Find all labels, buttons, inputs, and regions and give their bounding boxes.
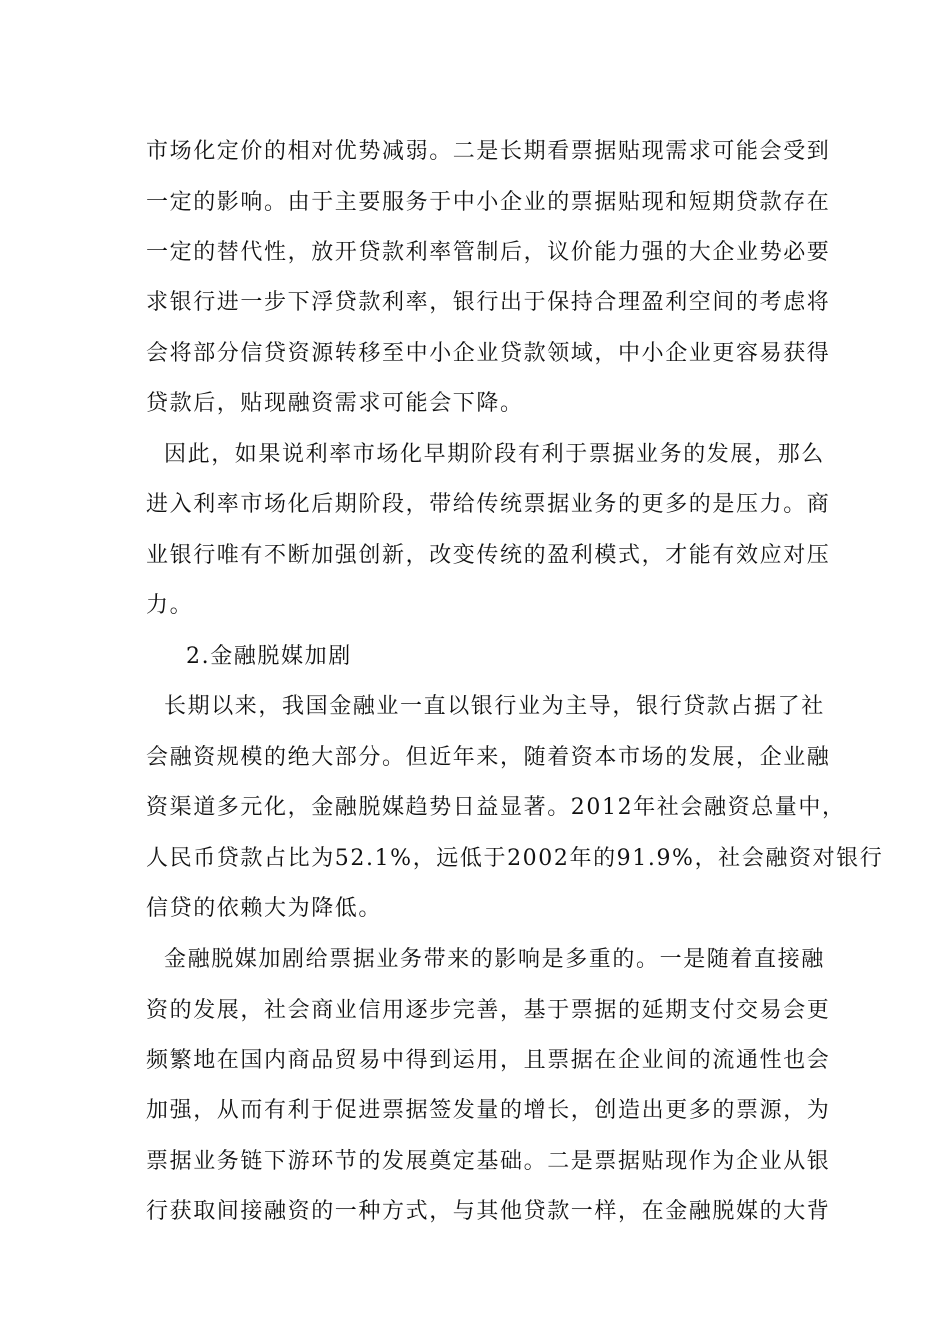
paragraph-4-line-6: 行获取间接融资的一种方式，与其他贷款一样，在金融脱媒的大背 bbox=[146, 1199, 831, 1224]
paragraph-3-line-4: 人民币贷款占比为52.1%，远低于2002年的91.9%，社会融资对银行 bbox=[146, 846, 884, 871]
paragraph-1-line-2: 一定的影响。由于主要服务于中小企业的票据贴现和短期贷款存在 bbox=[146, 190, 831, 215]
paragraph-4-line-2: 资的发展，社会商业信用逐步完善，基于票据的延期支付交易会更 bbox=[146, 998, 831, 1023]
paragraph-2-line-1: 因此，如果说利率市场化早期阶段有利于票据业务的发展，那么 bbox=[164, 442, 825, 467]
paragraph-1-line-5: 会将部分信贷资源转移至中小企业贷款领域，中小企业更容易获得 bbox=[146, 341, 831, 366]
paragraph-3-line-1: 长期以来，我国金融业一直以银行业为主导，银行贷款占据了社 bbox=[164, 694, 825, 719]
section-heading: 2.金融脱媒加剧 bbox=[186, 644, 352, 669]
paragraph-4-line-3: 频繁地在国内商品贸易中得到运用，且票据在企业间的流通性也会 bbox=[146, 1048, 831, 1073]
paragraph-4-line-4: 加强，从而有利于促进票据签发量的增长，创造出更多的票源，为 bbox=[146, 1098, 831, 1123]
paragraph-3-line-5: 信贷的依赖大为降低。 bbox=[146, 896, 383, 921]
paragraph-1-line-1: 市场化定价的相对优势减弱。二是长期看票据贴现需求可能会受到 bbox=[146, 139, 831, 164]
paragraph-1-line-3: 一定的替代性，放开贷款利率管制后，议价能力强的大企业势必要 bbox=[146, 240, 831, 265]
paragraph-4-line-5: 票据业务链下游环节的发展奠定基础。二是票据贴现作为企业从银 bbox=[146, 1149, 831, 1174]
paragraph-1-line-4: 求银行进一步下浮贷款利率，银行出于保持合理盈利空间的考虑将 bbox=[146, 290, 831, 315]
paragraph-3-line-2: 会融资规模的绝大部分。但近年来，随着资本市场的发展，企业融 bbox=[146, 745, 831, 770]
paragraph-2-line-3: 业银行唯有不断加强创新，改变传统的盈利模式，才能有效应对压 bbox=[146, 543, 831, 568]
paragraph-2-line-4: 力。 bbox=[146, 593, 194, 618]
paragraph-4-line-1: 金融脱媒加剧给票据业务带来的影响是多重的。一是随着直接融 bbox=[164, 947, 825, 972]
paragraph-3-line-3: 资渠道多元化，金融脱媒趋势日益显著。2012年社会融资总量中， bbox=[146, 795, 846, 820]
paragraph-1-line-6: 贷款后，贴现融资需求可能会下降。 bbox=[146, 391, 524, 416]
paragraph-2-line-2: 进入利率市场化后期阶段，带给传统票据业务的更多的是压力。商 bbox=[146, 492, 831, 517]
